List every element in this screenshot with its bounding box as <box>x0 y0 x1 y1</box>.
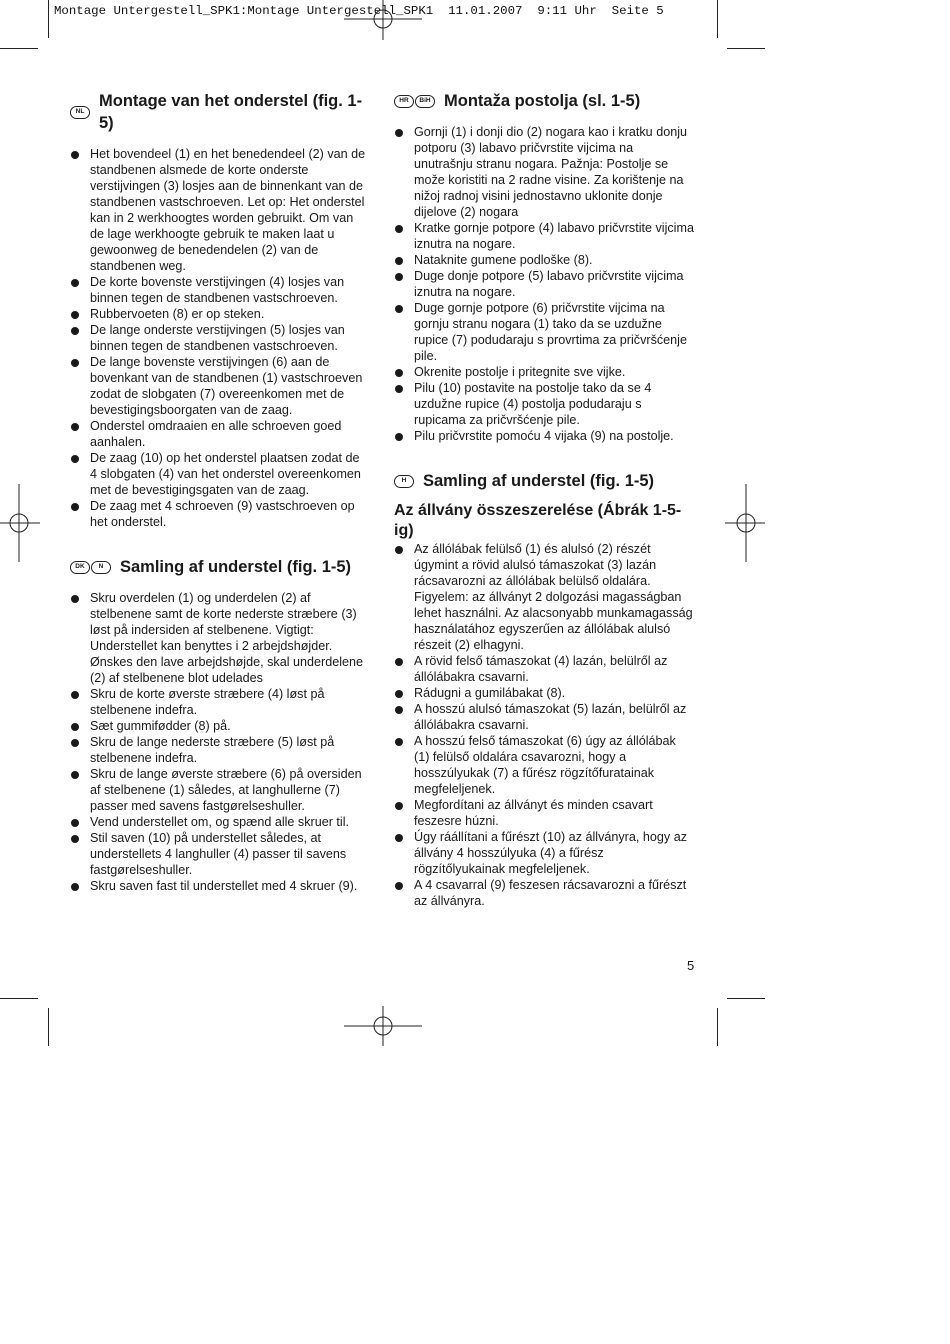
list-item: De zaag met 4 schroeven (9) vastschroeven op het onderstel. <box>70 498 370 530</box>
country-badge-icon: HR <box>394 95 414 108</box>
list-item: A hosszú felső támaszokat (6) úgy az állólábak (1) felülső oldalára csavarozni, hogy a hosszúlyukak (7) a fűrész rögzítőfuratainak megfeleljenek. <box>394 733 694 797</box>
section-dk <box>70 556 370 894</box>
list-item: A 4 csavarral (9) feszesen rácsavarozni a fűrészt az állványra. <box>394 877 694 909</box>
section-heading <box>70 556 370 578</box>
country-badges <box>70 561 112 574</box>
list-item: Skru de korte øverste stræbere (4) løst på stelbenene indefra. <box>70 686 370 718</box>
list-item: Megfordítani az állványt és minden csavart feszesre húzni. <box>394 797 694 829</box>
section-title: Montaža postolja (sl. 1-5) <box>444 92 641 110</box>
list-item: Duge gornje potpore (6) pričvrstite vijcima na gornju stranu nogara (1) tako da se uzdužne rupice (7) podudaraju s provrtima za pričvršćenje pile. <box>394 300 694 364</box>
crop-mark <box>727 998 765 999</box>
list-item: Nataknite gumene podloške (8). <box>394 252 694 268</box>
crop-mark <box>717 1008 718 1046</box>
list-item: Sæt gummifødder (8) på. <box>70 718 370 734</box>
crop-mark <box>48 1008 49 1046</box>
list-item: Az állólábak felülső (1) és alulsó (2) részét úgymint a rövid alulsó támaszokat (3) lazán rácsavarozni az állólábak belülső oldalára. Figyelem: az állványt 2 dolgozási magasságban lehet használni. Az alacsonyabb munkamagasság használatához egyszerűen az állólábak alulsó részeit (2) elhagyni. <box>394 541 694 653</box>
list-item: Rubbervoeten (8) er op steken. <box>70 306 370 322</box>
list-item: Okrenite postolje i pritegnite sve vijke. <box>394 364 694 380</box>
section-hr <box>394 90 694 444</box>
registration-mark-right <box>725 484 765 562</box>
list-item: Stil saven (10) på understellet således, at understellets 4 langhuller (4) passer til savens fastgørelseshuller. <box>70 830 370 878</box>
registration-mark-top <box>344 0 422 40</box>
country-badge-icon: NL <box>70 106 90 119</box>
country-badge-icon: DK <box>70 561 90 574</box>
list-item: Rádugni a gumilábakat (8). <box>394 685 694 701</box>
country-badge-icon: N <box>91 561 111 574</box>
country-badge-icon: H <box>394 475 414 488</box>
crop-mark <box>717 0 718 38</box>
left-column <box>70 90 370 894</box>
list-item: Skru overdelen (1) og underdelen (2) af stelbenene samt de korte nederste stræbere (3) løst på indersiden af stelbenene. Vigtigt: Understellet kan benyttes i 2 arbejdshøjder. Ønskes den lave arbejdshøjde, skal underdelene (2) af stelbenene blot udelades <box>70 590 370 686</box>
section-heading <box>394 90 694 112</box>
list-item: Skru saven fast til understellet med 4 skruer (9). <box>70 878 370 894</box>
section-title: Samling af understel (fig. 1-5) <box>120 558 352 576</box>
list-item: De korte bovenste verstijvingen (4) losjes van binnen tegen de standbenen vastschroeven. <box>70 274 370 306</box>
list-item: Onderstel omdraaien en alle schroeven goed aanhalen. <box>70 418 370 450</box>
list-item: De zaag (10) op het onderstel plaatsen zodat de 4 slobgaten (4) van het onderstel overeenkomen met de bevestigingsgaten van de zaag. <box>70 450 370 498</box>
section-heading <box>70 90 370 134</box>
section-heading <box>394 470 694 492</box>
instruction-list <box>394 124 694 444</box>
country-badges <box>394 95 436 108</box>
list-item: Duge donje potpore (5) labavo pričvrstite vijcima iznutra na nogare. <box>394 268 694 300</box>
list-item: Pilu pričvrstite pomoću 4 vijaka (9) na postolje. <box>394 428 694 444</box>
crop-mark <box>48 0 49 38</box>
list-item: Gornji (1) i donji dio (2) nogara kao i kratku donju potporu (3) labavo pričvrstite vijcima na unutrašnju stranu nogara. Pažnja: Postolje se može koristiti na 2 radne visine. Za korištenje na nižoj radnoj visini jednostavno uklonite donje dijelove (2) nogara <box>394 124 694 220</box>
list-item: Úgy ráállítani a fűrészt (10) az állványra, hogy az állvány 4 hosszúlyuka (4) a fűrész rögzítőlyukainak megfeleljenek. <box>394 829 694 877</box>
section-title: Samling af understel (fig. 1-5) <box>423 472 655 490</box>
country-badges <box>70 106 91 119</box>
registration-mark-bottom <box>344 1006 422 1046</box>
list-item: A rövid felső támaszokat (4) lazán, belülről az állólábakra csavarni. <box>394 653 694 685</box>
instruction-list <box>394 541 694 909</box>
country-badges <box>394 475 415 488</box>
list-item: De lange bovenste verstijvingen (6) aan de bovenkant van de standbenen (1) vastschroeven zodat de slobgaten (7) overeenkomen met de bevestigingsboorgaten van de zaag. <box>70 354 370 418</box>
page-number: 5 <box>687 958 695 973</box>
print-slug-line: Montage Untergestell_SPK1:Montage Untergestell_SPK1 11.01.2007 9:11 Uhr Seite 5 <box>54 4 664 18</box>
list-item: Het bovendeel (1) en het benedendeel (2) van de standbenen alsmede de korte onderste verstijvingen (3) losjes aan de binnenkant van de standbenen vastschroeven. Let op: Het onderstel kan in 2 werkhoogtes worden gebruikt. Om van de lage werkhoogte gebruik te maken laat u gewoonweg de benedendelen (2) van de standbenen weg. <box>70 146 370 274</box>
crop-mark <box>727 48 765 49</box>
right-column <box>394 90 694 909</box>
list-item: Pilu (10) postavite na postolje tako da se 4 uzdužne rupice (4) postolja podudaraju s rupicama za pričvršćenje pile. <box>394 380 694 428</box>
list-item: Skru de lange nederste stræbere (5) løst på stelbenene indefra. <box>70 734 370 766</box>
crop-mark <box>0 998 38 999</box>
list-item: Skru de lange øverste stræbere (6) på oversiden af stelbenene (1) således, at langhullerne (7) passer med savens fastgørelseshuller. <box>70 766 370 814</box>
list-item: A hosszú alulsó támaszokat (5) lazán, belülről az állólábakra csavarni. <box>394 701 694 733</box>
list-item: Kratke gornje potpore (4) labavo pričvrstite vijcima iznutra na nogare. <box>394 220 694 252</box>
instruction-list <box>70 590 370 894</box>
section-title: Montage van het onderstel (fig. 1-5) <box>99 92 363 132</box>
instruction-list <box>70 146 370 530</box>
list-item: Vend understellet om, og spænd alle skruer til. <box>70 814 370 830</box>
section-h <box>394 470 694 909</box>
section-nl <box>70 90 370 530</box>
registration-mark-left <box>0 484 40 562</box>
list-item: De lange onderste verstijvingen (5) losjes van binnen tegen de standbenen vastschroeven. <box>70 322 370 354</box>
country-badge-icon: BiH <box>415 95 435 108</box>
section-subtitle: Az állvány összeszerelése (Ábrák 1-5-ig) <box>394 502 682 539</box>
crop-mark <box>0 48 38 49</box>
